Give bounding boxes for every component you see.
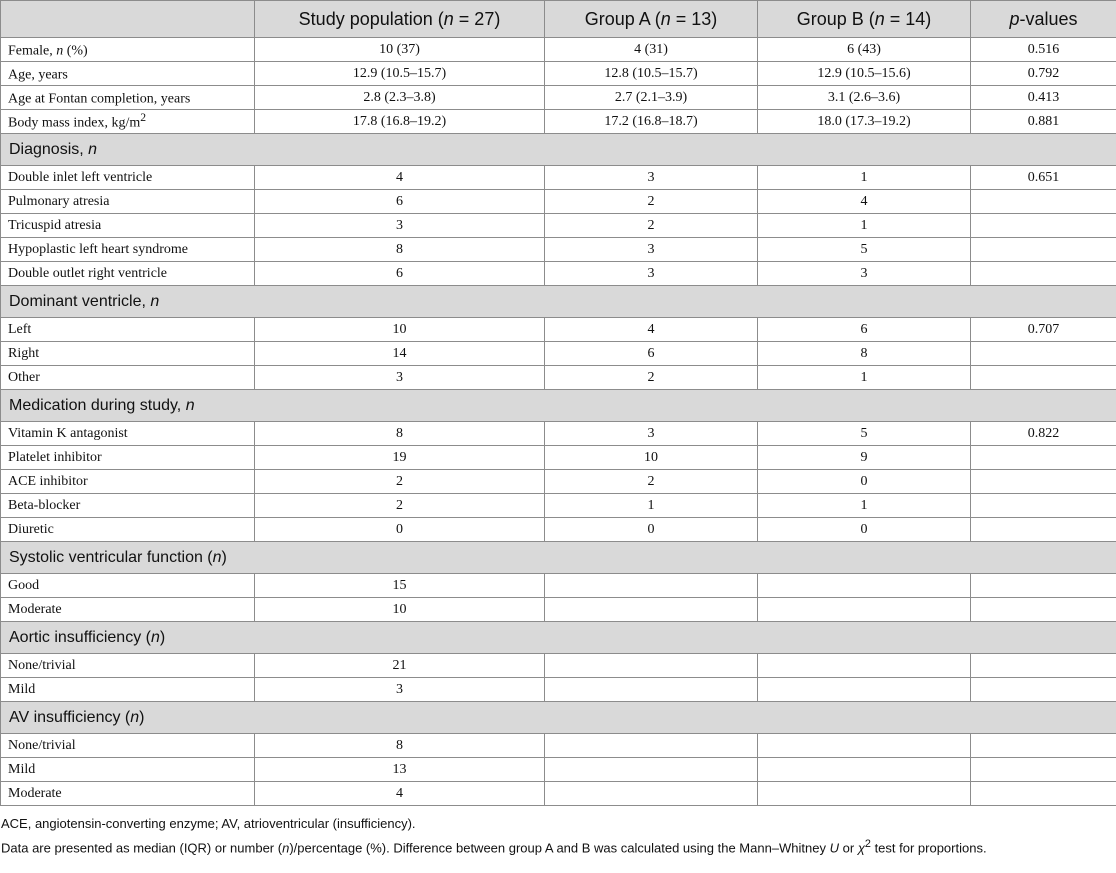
- cell-group-b: 12.9 (10.5–15.6): [758, 62, 971, 86]
- cell-group-a: 12.8 (10.5–15.7): [545, 62, 758, 86]
- table-row: [1, 758, 1116, 782]
- cell-group-a: 3: [545, 262, 758, 286]
- cell-group-b: 18.0 (17.3–19.2): [758, 110, 971, 134]
- cell-group-a: 2: [545, 190, 758, 214]
- cell-group-a: 2: [545, 470, 758, 494]
- cell-study-population: 10 (37): [255, 38, 545, 62]
- row-label: Double inlet left ventricle: [1, 166, 255, 190]
- table-row: [1, 262, 1116, 286]
- cell-group-a: 1: [545, 494, 758, 518]
- table-row: [1, 470, 1116, 494]
- row-label: Platelet inhibitor: [1, 446, 255, 470]
- cell-study-population: 0: [255, 518, 545, 542]
- table-row: [1, 422, 1116, 446]
- section-title-text: Aortic insufficiency (: [9, 628, 151, 646]
- section-title-variable: n: [150, 628, 160, 646]
- cell-p-value: [971, 342, 1116, 366]
- cell-study-population: 4: [255, 166, 545, 190]
- row-label: Moderate: [1, 598, 255, 622]
- cell-group-a: 3: [545, 166, 758, 190]
- cell-study-population: 10: [255, 598, 545, 622]
- row-label-text: Body mass index, kg/m: [8, 115, 141, 131]
- row-label-text: Age, years: [8, 67, 68, 83]
- row-label: Moderate: [1, 782, 255, 806]
- table-row: [1, 574, 1116, 598]
- cell-p-value: 0.651: [971, 166, 1116, 190]
- cell-p-value: [971, 214, 1116, 238]
- cell-study-population: 6: [255, 262, 545, 286]
- cell-study-population: 10: [255, 318, 545, 342]
- cell-p-value: [971, 734, 1116, 758]
- cell-study-population: 8: [255, 238, 545, 262]
- cell-group-b: 8: [758, 342, 971, 366]
- table-row: [1, 782, 1116, 806]
- cell-group-b: 6: [758, 318, 971, 342]
- cell-p-value: 0.413: [971, 86, 1116, 110]
- cell-group-b: [758, 782, 971, 806]
- cell-study-population: 19: [255, 446, 545, 470]
- row-label: Right: [1, 342, 255, 366]
- cell-group-a: [545, 734, 758, 758]
- table-row: [1, 62, 1116, 86]
- cell-p-value: [971, 782, 1116, 806]
- cell-group-a: 4 (31): [545, 38, 758, 62]
- table-row: [1, 110, 1116, 134]
- row-label: Tricuspid atresia: [1, 214, 255, 238]
- header-study-population: Study population (n = 27): [255, 1, 545, 38]
- cell-study-population: 13: [255, 758, 545, 782]
- section-title-variable: n: [150, 292, 160, 310]
- cell-group-b: [758, 678, 971, 702]
- cell-p-value: [971, 654, 1116, 678]
- cell-study-population: 17.8 (16.8–19.2): [255, 110, 545, 134]
- cell-group-b: 5: [758, 238, 971, 262]
- row-label: Mild: [1, 678, 255, 702]
- row-label: Diuretic: [1, 518, 255, 542]
- cell-group-b: 0: [758, 518, 971, 542]
- cell-study-population: 15: [255, 574, 545, 598]
- row-label: Double outlet right ventricle: [1, 262, 255, 286]
- cell-p-value: [971, 494, 1116, 518]
- row-label: Beta-blocker: [1, 494, 255, 518]
- cell-group-b: 1: [758, 166, 971, 190]
- cell-group-b: 9: [758, 446, 971, 470]
- table-row: [1, 518, 1116, 542]
- cell-study-population: 3: [255, 366, 545, 390]
- table-row: [1, 86, 1116, 110]
- row-label: ACE inhibitor: [1, 470, 255, 494]
- section-title: [1, 622, 1116, 654]
- cell-study-population: 2: [255, 494, 545, 518]
- section-title: [1, 542, 1116, 574]
- cell-group-a: [545, 782, 758, 806]
- row-label-text: Age at Fontan completion, years: [8, 91, 191, 107]
- cell-group-a: 2: [545, 366, 758, 390]
- cell-group-b: 1: [758, 366, 971, 390]
- table-row: [1, 318, 1116, 342]
- header-p-values: p-values: [971, 1, 1116, 38]
- table-row: [1, 166, 1116, 190]
- cell-group-b: 3: [758, 262, 971, 286]
- header-group-a: Group A (n = 13): [545, 1, 758, 38]
- section-title: [1, 286, 1116, 318]
- cell-group-a: 2.7 (2.1–3.9): [545, 86, 758, 110]
- cell-group-a: [545, 678, 758, 702]
- cell-group-a: 17.2 (16.8–18.7): [545, 110, 758, 134]
- cell-p-value: 0.792: [971, 62, 1116, 86]
- section-title-variable: n: [130, 708, 140, 726]
- section-header-row: [1, 286, 1116, 318]
- section-title: [1, 390, 1116, 422]
- cell-group-b: 3.1 (2.6–3.6): [758, 86, 971, 110]
- table-body: [1, 38, 1116, 806]
- table-row: [1, 214, 1116, 238]
- row-label: None/trivial: [1, 734, 255, 758]
- section-title-text: Dominant ventricle,: [9, 292, 151, 310]
- table-row: [1, 734, 1116, 758]
- cell-group-a: 3: [545, 238, 758, 262]
- section-title-suffix: ): [139, 708, 145, 726]
- cell-p-value: [971, 470, 1116, 494]
- cell-study-population: 3: [255, 678, 545, 702]
- footnote-abbreviations: ACE, angiotensin-converting enzyme; AV, atrioventricular (insufficiency).: [1, 816, 416, 831]
- cell-study-population: 2.8 (2.3–3.8): [255, 86, 545, 110]
- section-header-row: [1, 702, 1116, 734]
- row-label: Left: [1, 318, 255, 342]
- row-label-text: Female,: [8, 43, 57, 59]
- row-label: Pulmonary atresia: [1, 190, 255, 214]
- cell-p-value: [971, 446, 1116, 470]
- cell-p-value: [971, 758, 1116, 782]
- cell-group-b: 6 (43): [758, 38, 971, 62]
- section-title: [1, 134, 1116, 166]
- cell-group-b: 0: [758, 470, 971, 494]
- cell-group-a: 3: [545, 422, 758, 446]
- table-row: [1, 190, 1116, 214]
- cell-p-value: [971, 598, 1116, 622]
- cell-group-a: 0: [545, 518, 758, 542]
- header-blank-cell: [1, 1, 255, 38]
- section-title-variable: n: [88, 140, 98, 158]
- cell-p-value: [971, 262, 1116, 286]
- cell-group-b: [758, 758, 971, 782]
- row-label: Other: [1, 366, 255, 390]
- cell-study-population: 3: [255, 214, 545, 238]
- cell-group-b: [758, 654, 971, 678]
- cell-group-b: 5: [758, 422, 971, 446]
- row-label: Good: [1, 574, 255, 598]
- section-header-row: [1, 622, 1116, 654]
- row-label: Hypoplastic left heart syndrome: [1, 238, 255, 262]
- cell-group-a: [545, 574, 758, 598]
- cell-group-a: 2: [545, 214, 758, 238]
- section-title-text: Systolic ventricular function (: [9, 548, 213, 566]
- cell-study-population: 14: [255, 342, 545, 366]
- section-title-variable: n: [185, 396, 195, 414]
- cell-study-population: 12.9 (10.5–15.7): [255, 62, 545, 86]
- section-title-variable: n: [212, 548, 222, 566]
- table-row: [1, 238, 1116, 262]
- section-header-row: [1, 134, 1116, 166]
- cell-study-population: 8: [255, 734, 545, 758]
- cell-group-a: [545, 654, 758, 678]
- cell-study-population: 2: [255, 470, 545, 494]
- row-label-superscript: 2: [140, 111, 147, 125]
- cell-p-value: [971, 238, 1116, 262]
- section-title-text: Medication during study,: [9, 396, 186, 414]
- cell-study-population: 4: [255, 782, 545, 806]
- header-group-b: Group B (n = 14): [758, 1, 971, 38]
- cell-p-value: 0.707: [971, 318, 1116, 342]
- cell-group-a: 10: [545, 446, 758, 470]
- row-label: [1, 62, 255, 86]
- section-title-text: Diagnosis,: [9, 140, 89, 158]
- cell-p-value: [971, 366, 1116, 390]
- row-label-variable: n: [56, 43, 64, 59]
- cell-group-b: 1: [758, 494, 971, 518]
- row-label: [1, 110, 255, 134]
- cell-group-a: 6: [545, 342, 758, 366]
- cell-group-a: [545, 758, 758, 782]
- table-row: [1, 654, 1116, 678]
- cell-p-value: [971, 678, 1116, 702]
- cell-group-a: 4: [545, 318, 758, 342]
- cell-study-population: 8: [255, 422, 545, 446]
- cell-group-b: 4: [758, 190, 971, 214]
- cell-study-population: 21: [255, 654, 545, 678]
- section-title: [1, 702, 1116, 734]
- table-row: [1, 598, 1116, 622]
- table-row: [1, 446, 1116, 470]
- header-row: [1, 1, 1116, 38]
- table-row: [1, 38, 1116, 62]
- section-header-row: [1, 390, 1116, 422]
- footnote-methods: Data are presented as median (IQR) or number (n)/percentage (%). Difference between group A and B was calculated using the Mann–Whitney U or $\chi^2$ test for proportions.: [1, 838, 987, 856]
- cell-group-b: [758, 734, 971, 758]
- cell-p-value: [971, 518, 1116, 542]
- section-title-suffix: ): [221, 548, 227, 566]
- section-header-row: [1, 542, 1116, 574]
- cell-group-b: [758, 574, 971, 598]
- cell-study-population: 6: [255, 190, 545, 214]
- row-label: [1, 86, 255, 110]
- cell-group-a: [545, 598, 758, 622]
- cell-p-value: [971, 190, 1116, 214]
- row-label: Vitamin K antagonist: [1, 422, 255, 446]
- table-row: [1, 494, 1116, 518]
- row-label: None/trivial: [1, 654, 255, 678]
- section-title-suffix: ): [159, 628, 166, 646]
- cell-p-value: 0.516: [971, 38, 1116, 62]
- cell-group-b: 1: [758, 214, 971, 238]
- cell-p-value: [971, 574, 1116, 598]
- section-title-text: AV insufficiency (: [9, 708, 131, 726]
- table-row: [1, 366, 1116, 390]
- table-footnotes: [0, 814, 1116, 854]
- table-row: [1, 678, 1116, 702]
- row-label: [1, 38, 255, 62]
- cell-p-value: 0.881: [971, 110, 1116, 134]
- row-label: Mild: [1, 758, 255, 782]
- row-label-suffix: (%): [63, 43, 88, 59]
- table-row: [1, 342, 1116, 366]
- cell-p-value: 0.822: [971, 422, 1116, 446]
- cell-group-b: [758, 598, 971, 622]
